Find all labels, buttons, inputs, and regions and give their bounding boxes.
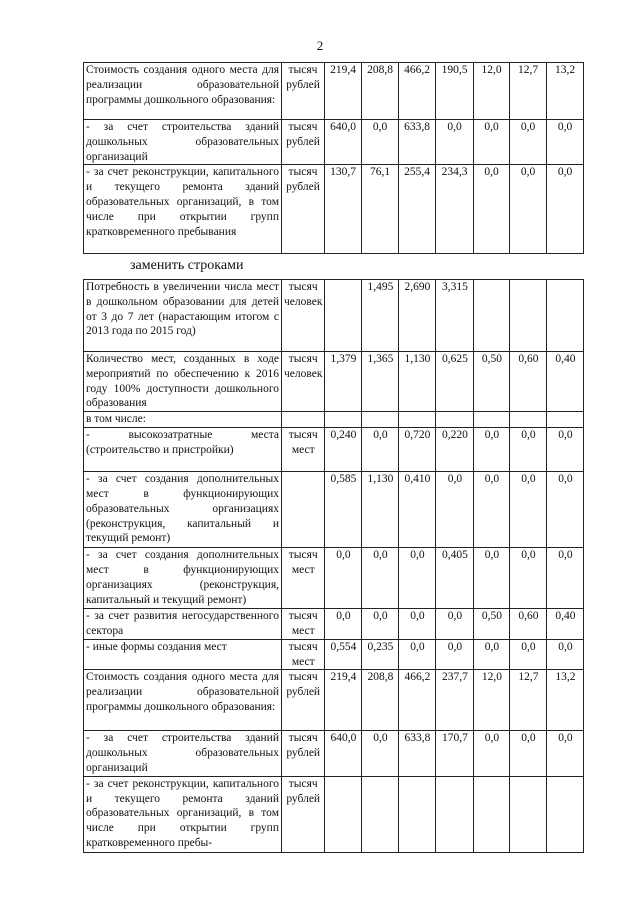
row-unit: тысяч мест (282, 639, 325, 670)
value-cell: 466,2 (399, 670, 436, 731)
table-row (84, 731, 584, 776)
value-cell: 0,235 (362, 639, 399, 670)
value-cell: 0,0 (362, 609, 399, 640)
value-cell (474, 412, 510, 428)
row-description: - за счет строительства зданий дошкольных образовательных организаций (84, 731, 282, 776)
value-cell: 12,0 (474, 63, 510, 120)
row-description: - за счет реконструкции, капитального и текущего ремонта зданий образовательных организаций, в том числе при открытии групп кратковременного пребывания (84, 165, 282, 254)
row-unit: тысяч мест (282, 428, 325, 472)
value-cell: 640,0 (325, 731, 362, 776)
value-cell: 12,7 (510, 670, 547, 731)
value-cell (362, 412, 399, 428)
value-cell: 0,0 (362, 120, 399, 165)
value-cell (547, 280, 584, 352)
value-cell: 0,0 (547, 165, 584, 254)
value-cell: 0,0 (325, 548, 362, 609)
value-cell (547, 412, 584, 428)
value-cell: 0,50 (474, 609, 510, 640)
table-row (84, 63, 584, 120)
row-unit: тысяч мест (282, 609, 325, 640)
row-description: - за счет создания дополнительных мест в функционирующих образовательных организациях (реконструкция, капитальный и текущий ремонт) (84, 472, 282, 548)
value-cell (325, 280, 362, 352)
indicators-table-bottom (83, 279, 584, 853)
table-row (84, 352, 584, 412)
value-cell: 0,40 (547, 609, 584, 640)
table-row (84, 165, 584, 254)
value-cell (325, 412, 362, 428)
value-cell: 0,0 (474, 428, 510, 472)
table-row (84, 639, 584, 670)
value-cell: 0,0 (510, 548, 547, 609)
value-cell: 0,0 (547, 639, 584, 670)
row-unit: тысяч мест (282, 548, 325, 609)
value-cell: 1,379 (325, 352, 362, 412)
value-cell: 633,8 (399, 731, 436, 776)
row-unit: тысяч человек (282, 280, 325, 352)
row-unit: тысяч рублей (282, 63, 325, 120)
value-cell: 0,60 (510, 609, 547, 640)
value-cell (325, 776, 362, 852)
value-cell: 13,2 (547, 63, 584, 120)
value-cell: 0,0 (547, 428, 584, 472)
table-row (84, 776, 584, 852)
value-cell: 466,2 (399, 63, 436, 120)
row-unit: тысяч рублей (282, 165, 325, 254)
page-number: 2 (316, 38, 324, 53)
value-cell: 0,0 (399, 639, 436, 670)
row-unit: тысяч человек (282, 352, 325, 412)
value-cell: 12,7 (510, 63, 547, 120)
value-cell (510, 280, 547, 352)
value-cell: 1,130 (362, 472, 399, 548)
value-cell: 0,0 (547, 548, 584, 609)
value-cell: 0,0 (474, 548, 510, 609)
value-cell: 0,625 (436, 352, 474, 412)
value-cell: 0,0 (547, 120, 584, 165)
row-unit: тысяч рублей (282, 731, 325, 776)
value-cell: 0,405 (436, 548, 474, 609)
row-unit (282, 472, 325, 548)
value-cell: 0,410 (399, 472, 436, 548)
value-cell (436, 776, 474, 852)
row-description: Стоимость создания одного места для реализации образовательной программы дошкольного образования: (84, 670, 282, 731)
value-cell: 255,4 (399, 165, 436, 254)
value-cell: 0,0 (474, 120, 510, 165)
value-cell: 208,8 (362, 63, 399, 120)
value-cell: 0,50 (474, 352, 510, 412)
value-cell: 0,0 (474, 472, 510, 548)
value-cell: 0,0 (510, 120, 547, 165)
replace-heading: заменить строками (130, 258, 244, 273)
table-row (84, 280, 584, 352)
value-cell: 2,690 (399, 280, 436, 352)
value-cell: 0,0 (362, 548, 399, 609)
table-row (84, 412, 584, 428)
value-cell: 130,7 (325, 165, 362, 254)
value-cell: 0,0 (510, 472, 547, 548)
value-cell (474, 280, 510, 352)
value-cell: 0,585 (325, 472, 362, 548)
value-cell: 12,0 (474, 670, 510, 731)
value-cell: 0,0 (436, 609, 474, 640)
row-description: Количество мест, созданных в ходе мероприятий по обеспечению к 2016 году 100% доступности дошкольного образования (84, 352, 282, 412)
value-cell: 170,7 (436, 731, 474, 776)
value-cell: 237,7 (436, 670, 474, 731)
value-cell (547, 776, 584, 852)
value-cell: 0,0 (510, 165, 547, 254)
value-cell: 0,0 (436, 120, 474, 165)
value-cell: 208,8 (362, 670, 399, 731)
value-cell: 0,0 (436, 639, 474, 670)
value-cell: 0,0 (325, 609, 362, 640)
value-cell: 0,240 (325, 428, 362, 472)
row-description: - за счет создания дополнительных мест в функционирующих организациях (реконструкция, капитальный и текущий ремонт) (84, 548, 282, 609)
value-cell (510, 412, 547, 428)
value-cell: 0,0 (474, 731, 510, 776)
value-cell: 0,0 (399, 609, 436, 640)
value-cell: 0,0 (547, 731, 584, 776)
value-cell (399, 776, 436, 852)
value-cell: 76,1 (362, 165, 399, 254)
value-cell (362, 776, 399, 852)
row-description: - за счет строительства зданий дошкольных образовательных организаций (84, 120, 282, 165)
value-cell: 0,0 (510, 428, 547, 472)
value-cell: 0,40 (547, 352, 584, 412)
value-cell: 0,554 (325, 639, 362, 670)
row-description: - высокозатратные места (строительство и пристройки) (84, 428, 282, 472)
value-cell: 1,130 (399, 352, 436, 412)
table-row (84, 609, 584, 640)
value-cell: 0,0 (436, 472, 474, 548)
value-cell: 0,60 (510, 352, 547, 412)
value-cell: 0,220 (436, 428, 474, 472)
value-cell: 219,4 (325, 670, 362, 731)
value-cell: 3,315 (436, 280, 474, 352)
table-row (84, 428, 584, 472)
value-cell (474, 776, 510, 852)
row-unit: тысяч рублей (282, 120, 325, 165)
table-row (84, 670, 584, 731)
value-cell: 219,4 (325, 63, 362, 120)
value-cell: 0,0 (362, 428, 399, 472)
value-cell (399, 412, 436, 428)
value-cell (510, 776, 547, 852)
value-cell: 1,365 (362, 352, 399, 412)
table-row (84, 120, 584, 165)
value-cell: 234,3 (436, 165, 474, 254)
value-cell: 0,0 (510, 639, 547, 670)
indicators-table-top (83, 62, 584, 254)
value-cell: 0,0 (362, 731, 399, 776)
value-cell: 0,720 (399, 428, 436, 472)
value-cell: 1,495 (362, 280, 399, 352)
value-cell: 0,0 (547, 472, 584, 548)
row-description: - за счет развития негосударственного сектора (84, 609, 282, 640)
value-cell: 0,0 (399, 548, 436, 609)
table-row (84, 472, 584, 548)
row-description: - иные формы создания мест (84, 639, 282, 670)
value-cell: 0,0 (474, 639, 510, 670)
value-cell: 0,0 (474, 165, 510, 254)
value-cell (436, 412, 474, 428)
row-description: в том числе: (84, 412, 282, 428)
row-description: Потребность в увеличении числа мест в дошкольном образовании для детей от 3 до 7 лет (нарастающим итогом с 2013 года по 2015 год) (84, 280, 282, 352)
row-unit: тысяч рублей (282, 670, 325, 731)
row-description: - за счет реконструкции, капитального и текущего ремонта зданий образовательных организаций, в том числе при открытии групп кратковременного пребы- (84, 776, 282, 852)
row-description: Стоимость создания одного места для реализации образовательной программы дошкольного образования: (84, 63, 282, 120)
table-row (84, 548, 584, 609)
value-cell: 190,5 (436, 63, 474, 120)
row-unit (282, 412, 325, 428)
value-cell: 633,8 (399, 120, 436, 165)
row-unit: тысяч рублей (282, 776, 325, 852)
value-cell: 0,0 (510, 731, 547, 776)
value-cell: 13,2 (547, 670, 584, 731)
value-cell: 640,0 (325, 120, 362, 165)
